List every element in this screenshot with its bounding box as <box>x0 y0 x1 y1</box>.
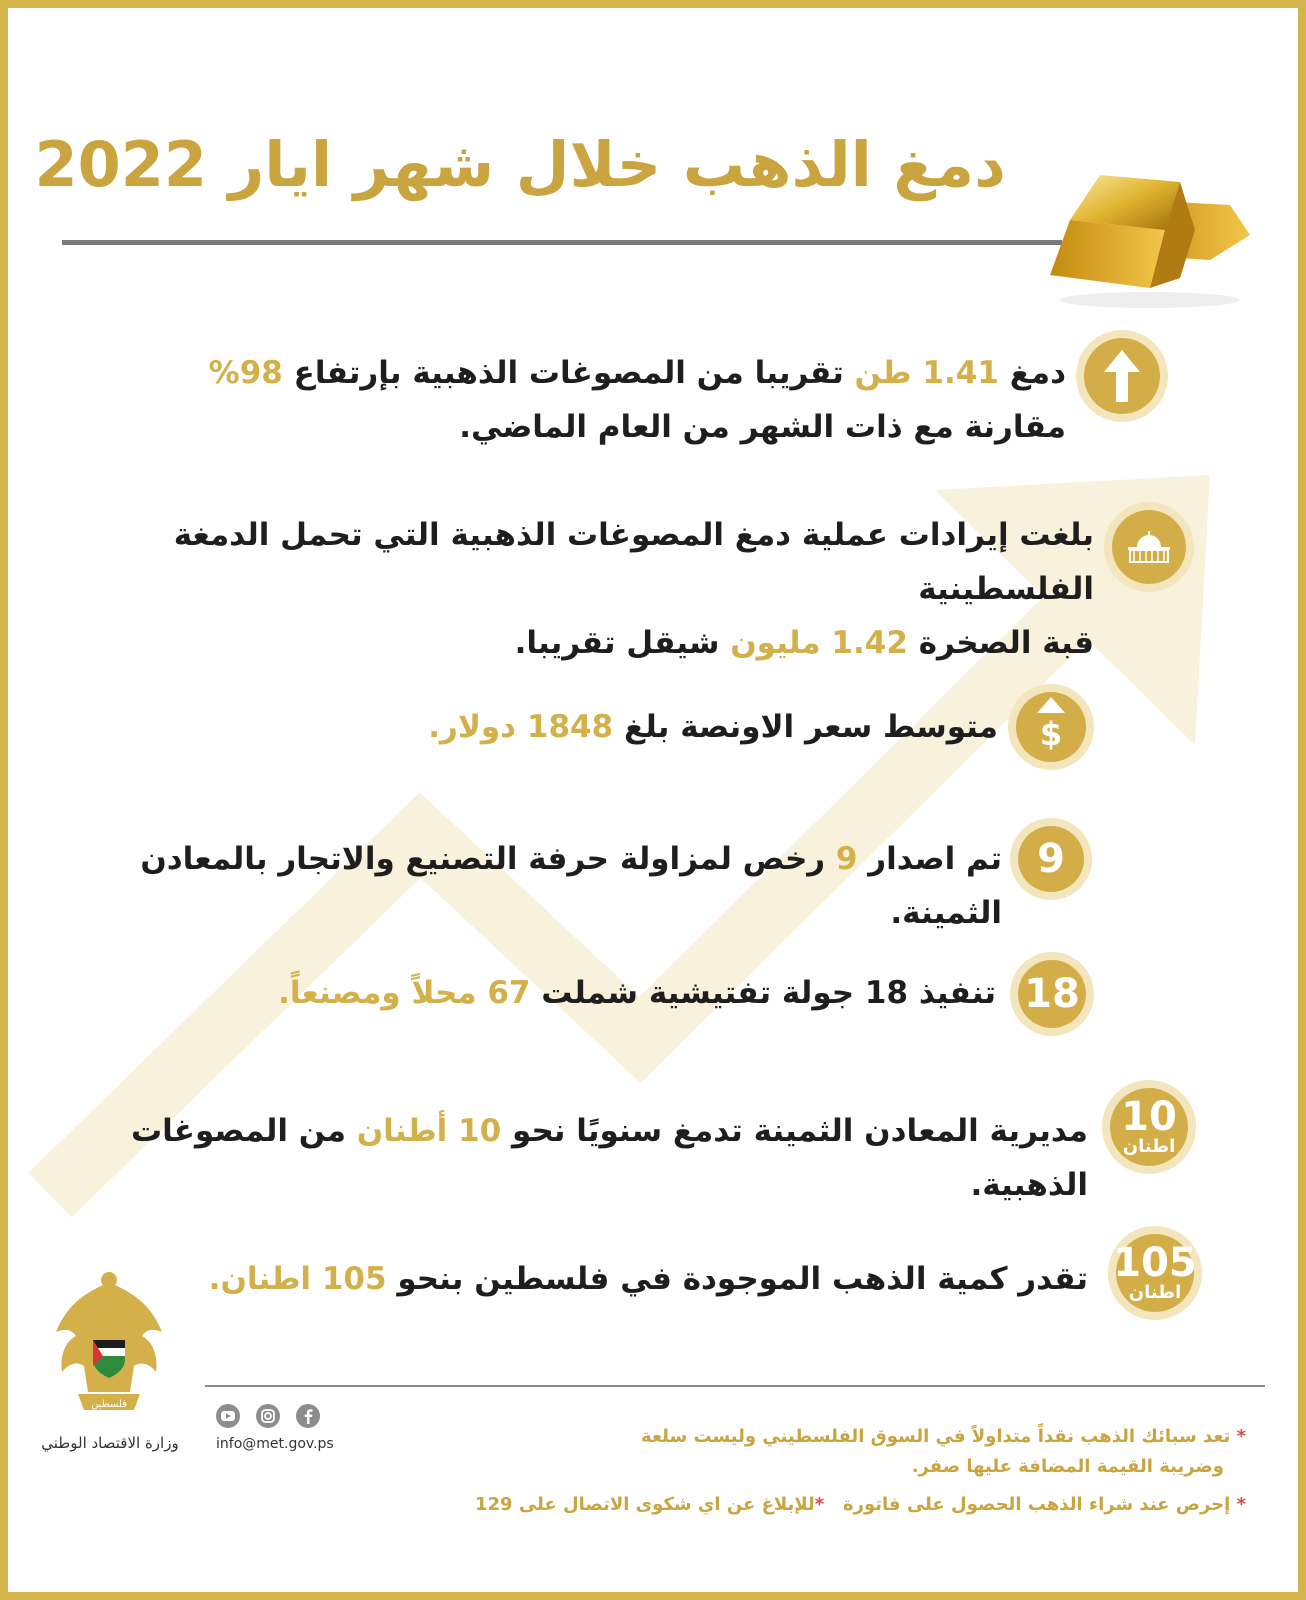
ten-tons-unit: اطنان <box>1122 1136 1176 1157</box>
item-7-text <box>88 1252 1088 1306</box>
palestine-eagle-emblem <box>48 1262 170 1422</box>
contact-email[interactable]: info@met.gov.ps <box>216 1436 334 1452</box>
note-2-text-b: للإبلاغ عن اي شكوى الاتصال على 129 <box>475 1494 815 1515</box>
note-1-line-2: وضريبة القيمة المضافة عليها صفر. <box>911 1456 1224 1477</box>
note-2 <box>475 1490 1246 1520</box>
footer-divider <box>205 1385 1265 1387</box>
arrow-up-badge <box>1084 338 1160 414</box>
note-1-star: * <box>1236 1426 1246 1447</box>
item-3-price: 1848 دولار <box>439 709 614 745</box>
dollar-up-icon <box>1029 697 1073 757</box>
emblem-label: فلسطين <box>91 1399 127 1410</box>
item-6-text <box>28 1104 1088 1212</box>
dome-of-rock-icon <box>1124 529 1174 565</box>
dome-badge <box>1112 510 1186 584</box>
title-divider <box>62 240 1062 245</box>
ten-tons-number: 10 <box>1121 1094 1177 1140</box>
nine-badge-number: 9 <box>1037 836 1065 882</box>
item-7-text-c: . <box>208 1261 221 1297</box>
item-2-text-c: شيقل تقريبا. <box>514 625 731 661</box>
instagram-icon[interactable] <box>256 1404 280 1428</box>
item-3-text-c: . <box>428 709 440 745</box>
eighteen-badge-number: 18 <box>1024 971 1080 1017</box>
item-2-line-1: بلغت إيرادات عملية دمغ المصوغات الذهبية التي تحمل الدمغة الفلسطينية <box>173 517 1094 607</box>
hundred-five-tons-number: 105 <box>1113 1240 1197 1286</box>
item-1-line-1 <box>166 346 1066 400</box>
item-2-text <box>54 508 1094 670</box>
note-2-star-b: * <box>814 1494 825 1515</box>
item-3-text-a: متوسط سعر الاونصة بلغ <box>613 709 998 745</box>
item-6-text-c: من المصوغات الذهبية. <box>131 1113 1088 1203</box>
item-5-shops: 67 محلاً ومصنعاً <box>289 975 531 1011</box>
svg-text:$: $ <box>1039 715 1063 753</box>
item-5-text-a: تنفيذ 18 جولة تفتيشية شملت <box>530 975 996 1011</box>
dollar-badge <box>1016 692 1086 762</box>
note-1-line-1 <box>641 1422 1246 1452</box>
item-2-amount: 1.42 مليون <box>730 625 908 661</box>
item-5-text-c: . <box>278 975 290 1011</box>
page-title: دمغ الذهب خلال شهر ايار 2022 <box>34 128 1006 201</box>
item-1-tons: 1.41 طن <box>854 355 999 391</box>
ten-tons-badge <box>1110 1088 1188 1166</box>
arrow-up-icon <box>1102 348 1142 404</box>
youtube-icon[interactable] <box>216 1404 240 1428</box>
item-6-text-a: مديرية المعادن الثمينة تدمغ سنويًا نحو <box>501 1113 1088 1149</box>
facebook-icon[interactable] <box>296 1404 320 1428</box>
item-2-line-2 <box>54 616 1094 670</box>
item-4-text-a: تم اصدار <box>857 841 1002 877</box>
item-7-tons: 105 اطنان <box>220 1261 387 1297</box>
item-1-text <box>166 346 1066 454</box>
item-1-percent: 98% <box>208 355 283 391</box>
item-1-line-2: مقارنة مع ذات الشهر من العام الماضي. <box>459 409 1066 445</box>
item-1-text-c: تقريبا من المصوغات الذهبية بإرتفاع <box>282 355 855 391</box>
eighteen-badge <box>1018 960 1086 1028</box>
gold-bars-icon <box>1040 160 1260 310</box>
note-2-text-a: إحرص عند شراء الذهب الحصول على فاتورة <box>842 1494 1231 1515</box>
nine-badge <box>1018 826 1084 892</box>
item-7-text-a: تقدر كمية الذهب الموجودة في فلسطين بنحو <box>386 1261 1088 1297</box>
note-1 <box>641 1422 1246 1482</box>
note-2-star: * <box>1236 1494 1246 1515</box>
item-4-text <box>62 832 1002 940</box>
item-4-count: 9 <box>835 841 858 877</box>
item-3-text <box>98 700 998 754</box>
hundred-five-tons-badge <box>1113 1234 1197 1312</box>
item-6-tons: 10 أطنان <box>356 1113 502 1149</box>
hundred-five-tons-unit: اطنان <box>1128 1282 1182 1303</box>
note-1-text-1: تعد سبائك الذهب نقداً متداولاً في السوق الفلسطيني وليست سلعة <box>641 1426 1231 1447</box>
item-5-text <box>96 966 996 1020</box>
item-4-text-c: رخص لمزاولة حرفة التصنيع والاتجار بالمعادن الثمينة. <box>140 841 1002 931</box>
item-1-text-a: دمغ <box>998 355 1066 391</box>
ministry-name: وزارة الاقتصاد الوطني <box>41 1434 179 1452</box>
item-2-text-a: قبة الصخرة <box>907 625 1094 661</box>
